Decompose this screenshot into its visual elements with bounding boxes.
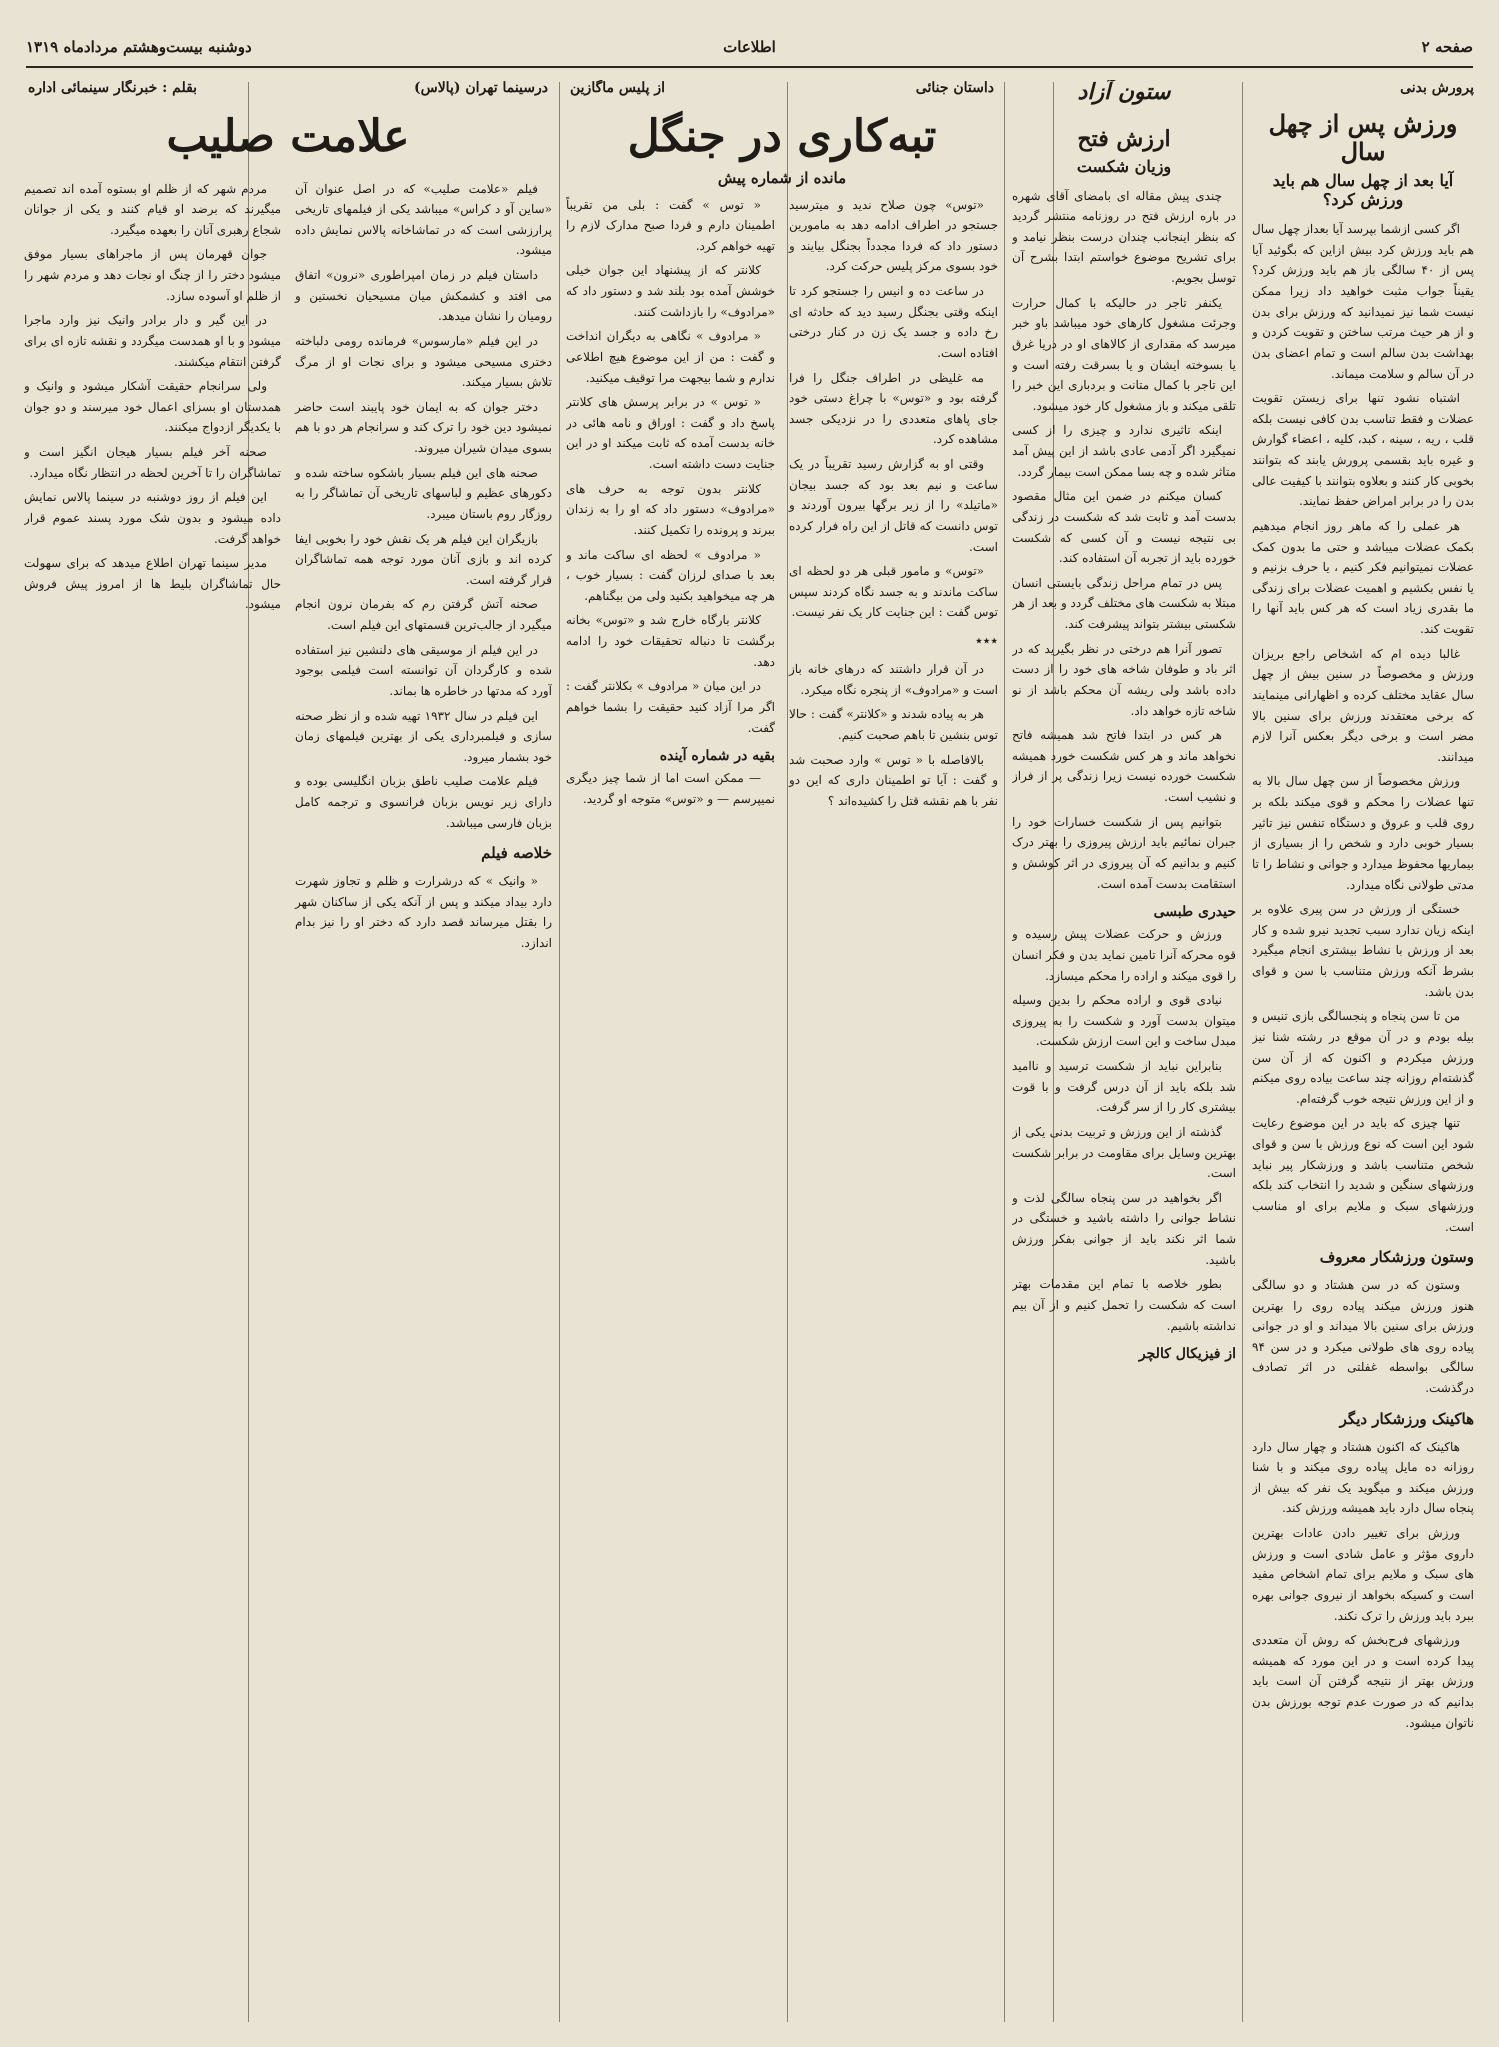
section-label: پرورش بدنی: [1400, 80, 1474, 96]
paragraph: در این میان « مرادوف » بکلانتر گفت : اگر مرا آزاد کنید حقیقت را بشما خواهم گفت.: [566, 679, 775, 735]
paragraph: بتوانیم پس از شکست خسارات خود را جبران نمائیم باید ارزش پیروزی را بهتر درک کنیم و بدانیم که آن پیروزی در اثر کوشش و استقامت بدست آمده است.: [1012, 814, 1236, 891]
paragraph: وستون که در سن هشتاد و دو سالگی هنوز ورزش میکند پیاده روی را بهترین ورزش برای سنین بالا میداند و او در جوانی پیاده روی های طولانی میکرد و در سن ۹۴ سالگی بواسطه غفلتی در اثر تصادف درگذشت.: [1252, 1277, 1474, 1396]
issue-date: دوشنبه بیست‌وهشتم مرداد‌ماه ۱۳۱۹: [26, 38, 252, 56]
paragraph: اشتباه نشود تنها برای زیستن تقویت عضلات و فقط تناسب بدن کافی نیست بلکه قلب ، ریه ، سینه ، کبد، کلیه ، اعضاء گوارش و غیره باید بقسمی پرورش یابند که بتوانند بخوبی کار کنند و بعلاوه بتوانند با کیفیت عالی بدن را در برابر امراض حفظ نمایند.: [1252, 391, 1474, 509]
paragraph: نیادی قوی و اراده محکم را بدین وسیله میتوان بدست آورد و شکست را به پیروزی مبدل ساخت و این است ارزش شکست.: [1012, 993, 1236, 1049]
paragraph: « مرادوف » نگاهی به دیگران انداخت و گفت : من از این موضوع هیچ اطلاعی ندارم و شما بیجهت مرا توقیف میکنید.: [566, 329, 775, 385]
article-subhead: آیا بعد از چهل سال هم باید ورزش کرد؟: [1272, 171, 1454, 210]
paragraph: صحنه آتش گرفتن رم که بفرمان نرون انجام میگیرد از جالب‌ترین قسمتهای این فیلم است.: [295, 597, 552, 633]
paragraph: هاکینک که اکنون هشتاد و چهار سال دارد روزانه ده مایل پیاده روی میکند و با شنا ورزش میکند و میگوید یک نفر که بیش از پنجاه سال دارد باید همیشه ورزش کند.: [1252, 1439, 1474, 1516]
paragraph: چندی پیش مقاله ای بامضای آقای شهره در باره ارزش فتح در روزنامه منتشر گردید که بنظر اینجانب چندان درست بنظر نیامد و برای تشریح موضوع خواستم ابتدا بشرح آن توسل بجویم.: [1012, 188, 1236, 286]
paragraph: تصور آنرا هم درختی در نظر بگیرید که در اثر باد و طوفان شاخه های خود را از دست داده باشد ولی ریشه آن محکم باشد از نو شاخه تازه خواهد داد.: [1012, 641, 1236, 718]
column-divider: [1242, 82, 1243, 2022]
paragraph: مردم شهر که از ظلم او بستوه آمده اند تصمیم میگیرند که برضد او قیام کنند و یکی از جوانان شجاع رهبری آنان را بعهده میگیرد.: [24, 181, 281, 237]
paragraph: هر عملی را که ماهر روز انجام میدهیم بکمک عضلات میباشد و حتی ما بدون کمک عضلات نمیتوانیم فکر کنیم ، یا حرف بزنیم و یا نفس بکشیم و اهمیت عضلات برای زندگی ما بقدری زیاد است که هر کس باید آنها را تقویت کند.: [1252, 518, 1474, 637]
paragraph: ورزش و حرکت عضلات پیش رسیده و قوه محرکه آنرا تامین نماید بدن و فکر انسان را قوی میکند و اراده را محکم میسازد.: [1012, 927, 1236, 983]
story-header: [566, 80, 998, 104]
story-subhead: مانده از شماره پیش: [717, 168, 847, 187]
paragraph: من تا سن پنجاه و پنجسالگی بازی تنیس و بیله بودم و در آن موقع در رشته شنا نیز ورزش میکردم و اکنون که از آن سن گذشته‌ام روزانه چند ساعت بیاده روی میکنم و از این ورزش نتیجه خوب گرفته‌ام.: [1252, 1009, 1474, 1106]
paragraph: یکنفر تاجر در حالیکه با کمال حرارت وجرئت مشغول کارهای خود میباشد باو خبر میرسد که مقداری از کالاهای او در دریا غرق یا بسوخته ایشان و یا بسرقت رفته است و این تاجر با کمال متانت و بردباری این خبر را تلقی میکند و باز مشغول کار خود میشود.: [1012, 295, 1236, 413]
paragraph: بنابراین نباید از شکست ترسید و ناامید شد بلکه باید از آن درس گرفت و با قوت بیشتری کار را از سر گرفت.: [1012, 1059, 1236, 1115]
paragraph: کلانتر بدون توجه به حرف های «مرادوف» دستور داد که او را به زندان ببرند و پرونده را تکمیل کنند.: [566, 481, 775, 537]
paragraph: مدیر سینما تهران اطلاع میدهد که برای سهولت حال تماشاگران بلیط ها از امروز پیش فروش میشود.: [24, 556, 281, 612]
review-headline: علامت صلیب: [166, 111, 410, 162]
review-byline: بقلم : خبرنگار سینمائی اداره: [28, 80, 198, 96]
paragraph: گذشته از این ورزش و تربیت بدنی یکی از بهترین وسایل برای مقاومت در برابر شکست است.: [1012, 1124, 1236, 1181]
review-header: [24, 80, 552, 104]
paragraph: « مرادوف » لحظه ای ساکت ماند و بعد با صدای لرزان گفت : بسیار خوب ، هر چه میخواهید بکنید ولی من بیگناهم.: [566, 547, 775, 603]
paragraph: هر به پیاده شدند و «کلانتر» گفت : حالا توس بنشین تا باهم صحبت کنیم.: [789, 707, 998, 743]
paragraph: «توس» و مامور قبلی هر دو لحظه ای ساکت ماندند و به جسد نگاه کردند سپس توس گفت : این جنایت کار یک نفر نیست.: [789, 564, 998, 620]
paragraph: مه غلیظی در اطراف جنگل را فرا گرفته بود و «توس» با چراغ دستی خود جای پاهای متعددی را در نزدیکی جسد مشاهده کرد.: [789, 370, 998, 447]
paragraph: در این گیر و دار برادر وانیک نیز وارد ماجرا میشود و با او همدست میگردد و نقشه تازه ای برای گرفتن انتقام میکشند.: [24, 313, 281, 369]
paragraph: جوان قهرمان پس از ماجراهای بسیار موفق میشود دختر را از چنگ او نجات دهد و مردم شهر را از ظلم او آسوده سازد.: [24, 247, 281, 303]
paragraph: « توس » گفت : بلی من تقریباً اطمینان دارم و فردا صبح مدارک لازم را تهیه خواهم کرد.: [566, 197, 775, 253]
paper-name: اطلاعات: [723, 38, 776, 56]
page-number: صفحه ۲: [1421, 38, 1473, 56]
paragraph: بطور خلاصه با تمام این مقدمات بهتر است که شکست را تحمل کنیم و از آن بیم نداشته باشیم.: [1012, 1277, 1236, 1333]
paragraph: اینکه تاثیری ندارد و چیزی را از کسی نمیگیرد اگر آدمی عادی باشد از این پیش آمد متاثر شده و چه بسا ممکن است بیمار گردد.: [1012, 423, 1236, 479]
paragraph: — ممکن است اما از شما چیز دیگری نمیپرسم — و «توس» متوجه او گردید.: [566, 771, 775, 806]
subsection-heading: هاکینک ورزشکار دیگر: [1339, 1409, 1474, 1428]
paragraph: فیلم علامت صلیب ناطق بزبان انگلیسی بوده و دارای زیر نویس بزبان فرانسوی و ترجمه کامل بزبان فارسی میباشد.: [295, 774, 552, 830]
paragraph: در این فیلم از موسیقی های دلنشین نیز استفاده شده و کارگردان آن توانسته است فیلمی بوجود آورد که مدتها در خاطره ها بماند.: [295, 642, 552, 698]
paragraph: صحنه های این فیلم بسیار باشکوه ساخته شده و دکورهای عظیم و لباسهای تاریخی آن تماشاگر را به روزگار روم باستان میبرد.: [295, 465, 552, 521]
paragraph: اگر بخواهید در سن پنجاه سالگی لذت و نشاط جوانی را داشته باشید و خستگی در شما اثر نکند باید از جوانی بفکر ورزش باشید.: [1012, 1190, 1236, 1267]
article-body: [1012, 186, 1236, 1367]
paragraph: ورزشهای فرح‌بخش که روش آن متعددی پیدا کرده است و در این مورد که همیشه ورزش بهتر از نتیجه گرفتن آن است باید بدانیم که در صورت عدم توجه بورزش بدن ناتوان میشود.: [1252, 1633, 1474, 1730]
paragraph: در ساعت ده و انیس را جستجو کرد تا اینکه وقتی بجنگل رسید دید که حادثه ای رخ داده و جسد یک زن در کنار درختی افتاده است.: [789, 284, 998, 360]
paragraph: ولی سرانجام حقیقت آشکار میشود و وانیک و همدستان او بسزای اعمال خود میرسند و دو جوان با یکدیگر ازدواج میکنند.: [24, 379, 281, 435]
paragraph: «توس» چون صلاح ندید و میترسید جستجو در اطراف ادامه دهد به مامورین دستور داد که فردا مجدداً بجنگل بیایند و خود بسوی مرکز پلیس حرکت کرد.: [789, 197, 998, 274]
masthead-rule: [26, 66, 1473, 68]
sport-article: [1252, 80, 1474, 2025]
paragraph: ورزش مخصوصاً از سن چهل سال بالا به تنها عضلات را محکم و قوی میکند بلکه بر روی قلب و عروق و دستگاه تنفس نیز تاثیر بسیار خوبی دارد و شخص را از بسیاری از بیماریها محفوظ میدارد و جوانی و نشاط را تا مدتی طولانی نگاه میدارد.: [1252, 774, 1474, 892]
paragraph: کلانتر بارگاه خارج شد و «توس» بخانه برگشت تا دنباله تحقیقات خود را ادامه دهد.: [566, 613, 775, 669]
story-source: از پلیس ماگازین: [570, 80, 666, 96]
article-body: [1252, 219, 1474, 1733]
review-label: درسینما تهران (پالاس): [413, 80, 548, 96]
paragraph: داستان فیلم در زمان امپراطوری «نرون» اتفاق می افتد و کشمکش میان مسیحیان نخستین و رومیان را نشان میدهد.: [295, 268, 552, 324]
paragraph: فیلم «علامت صلیب» که در اصل عنوان آن «ساین آو د کراس» میباشد یکی از فیلمهای تاریخی پرارزشی است که در تماشاخانه پالاس نمایش داده میشود.: [295, 181, 552, 258]
paragraph: ورزش برای تغییر دادن عادات بهترین داروی مؤثر و عامل شادی است و ورزش های سبک و ملایم برای تمام اشخاص مفید است و کسیکه بخواهد از نیروی جوانی بهره ببرد باید ورزش را ترک نکند.: [1252, 1526, 1474, 1623]
article-headline: ارزش فتح: [1077, 126, 1171, 153]
paragraph: اگر کسی ازشما بپرسد آیا بعداز چهل سال هم باید ورزش کرد بیش ازاین که بگوئید آیا پس از ۴۰ سالگی باز هم باید ورزش کرد؟ یقیناً جواب مثبت خواهید داد زیرا ممکن نیست شما نیز نمیدانید که ورزش برای بدن و از هر حیث مرتب ساختن و تقویت کردن و بهداشت بدن سالم است و تمام اعضای بدن در آن سالم و سلامت میماند.: [1252, 222, 1474, 381]
paragraph: بالافاصله با « توس » وارد صحبت شد و گفت : آیا تو اطمینان داری که این دو نفر با هم نقشه قتل را کشیده‌اند ؟: [789, 752, 998, 808]
author-signature: حیدری طبسی: [1153, 904, 1236, 921]
review-column-left: [24, 179, 281, 958]
paragraph: در آن قرار داشتند که درهای خانه باز است و «مرادوف» از پنجره نگاه میکرد.: [789, 662, 998, 697]
paragraph: کلانتر که از پیشنهاد این جوان خیلی خوشش آمده بود بلند شد و دستور داد که «مرادوف» را بازداشت کنند.: [566, 263, 775, 319]
crime-story-article: [566, 80, 998, 2025]
story-columns: [566, 195, 998, 816]
to-be-continued: بقیه در شماره آینده: [659, 748, 775, 765]
review-columns: [24, 179, 552, 958]
paragraph: صحنه آخر فیلم بسیار هیجان انگیز است و تماشاگران را تا آخرین لحظه در انتظار نگاه میدارد.: [24, 445, 281, 480]
article-headline: ورزش پس از چهل سال: [1268, 109, 1458, 166]
source-credit: از فیزیکال کالچر: [1138, 1346, 1236, 1363]
paragraph: وقتی او به گزارش رسید تقریباً در یک ساعت و نیم بعد بود که جسد بیجان «ماتیلد» را از زیر برگها بیرون آوردند و توس دانست که قاتل از این راه فرار کرده است.: [789, 457, 998, 554]
paragraph: پس در تمام مراحل زندگی بایستی انسان مبتلا به شکست های مختلف گردد و بعد از هر شکستی بیشتر بتواند پیشرفت کند.: [1012, 575, 1236, 632]
story-label: داستان جنائی: [915, 80, 994, 96]
paragraph: کسان میکنم در ضمن این مثال مقصود بدست آمد و ثابت شد که شکست در زندگی بی نتیجه نیست و آن کسی که شکست خورده باید از تجربه آن استفاده کند.: [1012, 489, 1236, 566]
paragraph: بازیگران این فیلم هر یک نقش خود را بخوبی ایفا کرده اند و بازی آنان مورد توجه همه تماشاگران قرار گرفته است.: [295, 531, 552, 587]
paragraph: این فیلم از روز دوشنبه در سینما پالاس نمایش داده میشود و بدون شک مورد پسند عموم قرار خواهد گرفت.: [24, 490, 281, 546]
column-divider: [1004, 82, 1005, 2022]
article-subhead: وزیان شکست: [1076, 156, 1172, 176]
paragraph: خستگی از ورزش در سن پیری علاوه بر اینکه زیان ندارد سبب تجدید نیرو شده و کار بعد از ورزش با نشاط بیشتری انجام میگیرد بشرط آنکه ورزش متناسب با سن و قوای بدن باشد.: [1252, 902, 1474, 999]
paragraph: « توس » در برابر پرسش های کلانتر پاسخ داد و گفت : اوراق و نامه هائی در خانه بدست آمده که ثابت میکند او در این جنایت دست داشته است.: [566, 395, 775, 472]
paragraph: تنها چیزی که باید در این موضوع رعایت شود این است که نوع ورزش با سن و قوای شخص متناسب باشد و ورزشکار پیر نباید ورزشهای سنگین و شدید را انتخاب کند بلکه ورزشهای سبک و ملایم برای او مناسب است.: [1252, 1116, 1474, 1234]
paragraph: هر کس در ابتدا فاتح شد همیشه فاتح نخواهد ماند و هر کس شکست خورد همیشه شکست خورده نیست زیرا زندگی پر از فراز و نشیب است.: [1012, 728, 1236, 805]
paragraph: غالبا دیده ام که اشخاص راجع بریزان ورزش و مخصوصاً در سنین بیش از چهل سال عقاید مختلف کرده و اظهارانی مینمایند که برخی معتقدند ورزش برای سنین بالا مضر است و برخی دیگر بعکس آنرا لازم میدانند.: [1252, 646, 1474, 764]
story-column-left: [566, 195, 775, 816]
synopsis-heading: خلاصه فیلم: [481, 844, 552, 863]
section-break: ٭٭٭: [975, 633, 998, 650]
free-column-article: [1012, 80, 1236, 2025]
story-column-right: [789, 195, 998, 816]
story-headline: تبه‌کاری در جنگل: [627, 111, 937, 162]
film-review-article: [24, 80, 552, 2025]
column-title: ستون آزاد: [1077, 80, 1171, 105]
review-column-right: [295, 179, 552, 958]
paragraph: دختر جوان که به ایمان خود پایبند است حاضر نمیشود دین خود را ترک کند و سرانجام هر دو با هم بسوی میدان شیران میروند.: [295, 399, 552, 456]
paragraph: این فیلم در سال ۱۹۳۲ تهیه شده و از نظر صحنه سازی و فیلمبرداری یکی از بهترین فیلمهای زمان خود بشمار میرود.: [295, 708, 552, 764]
paragraph: « وانیک » که درشرارت و ظلم و تجاوز شهرت دارد بیداد میکند و پس از آنکه یکی از ساکنان شهر را بقتل میرساند قصد دارد که دختر او را نیز بدام اندازد.: [295, 874, 552, 951]
column-divider: [559, 82, 560, 2022]
paragraph: در این فیلم «مارسوس» فرمانده رومی دلباخته دختری مسیحی میشود و برای نجات او از مرگ تلاش بسیار میکند.: [295, 333, 552, 390]
subsection-heading: وستون ورزشکار معروف: [1319, 1248, 1474, 1267]
